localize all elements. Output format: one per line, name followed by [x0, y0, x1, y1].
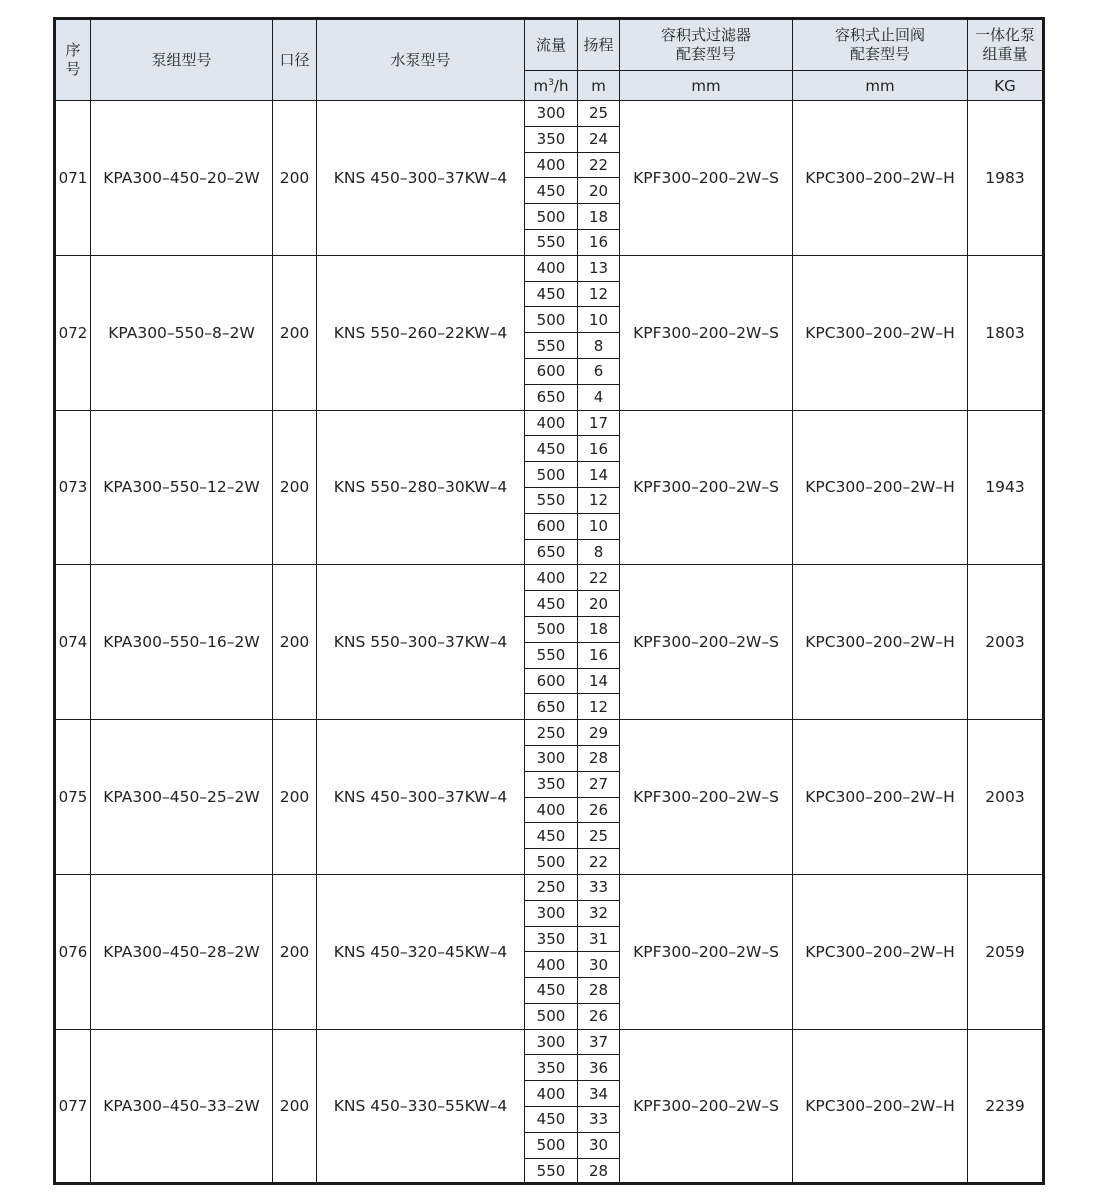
table-row — [55, 101, 1044, 127]
pump-model-cell: KNS 550–280–30KW–4 — [317, 410, 525, 565]
head-cell: 20 — [578, 178, 620, 204]
seq-cell: 076 — [55, 874, 91, 1029]
caliber-cell: 200 — [273, 874, 317, 1029]
pump-model-cell: KNS 550–300–37KW–4 — [317, 565, 525, 720]
seq-cell: 072 — [55, 255, 91, 410]
caliber-cell: 200 — [273, 101, 317, 256]
flow-cell: 250 — [525, 720, 578, 746]
head-cell: 24 — [578, 126, 620, 152]
flow-cell: 400 — [525, 565, 578, 591]
filter-model-cell: KPF300–200–2W–S — [620, 874, 793, 1029]
flow-cell: 550 — [525, 1158, 578, 1184]
flow-cell: 600 — [525, 668, 578, 694]
flow-cell: 650 — [525, 694, 578, 720]
head-cell: 26 — [578, 1003, 620, 1029]
check-valve-model-cell: KPC300–200–2W–H — [793, 720, 968, 875]
head-cell: 14 — [578, 462, 620, 488]
weight-cell: 1943 — [968, 410, 1044, 565]
flow-cell: 300 — [525, 745, 578, 771]
flow-cell: 450 — [525, 1107, 578, 1133]
head-cell: 26 — [578, 797, 620, 823]
check-valve-model-cell: KPC300–200–2W–H — [793, 565, 968, 720]
head-cell: 30 — [578, 952, 620, 978]
unit-flow — [525, 71, 578, 101]
flow-cell: 350 — [525, 926, 578, 952]
unit-filter: mm — [620, 71, 793, 101]
head-cell: 12 — [578, 281, 620, 307]
head-cell: 22 — [578, 849, 620, 875]
header-weight-line2: 组重量 — [982, 45, 1028, 63]
flow-cell: 350 — [525, 126, 578, 152]
head-cell: 28 — [578, 1158, 620, 1184]
flow-cell: 400 — [525, 255, 578, 281]
seq-cell: 071 — [55, 101, 91, 256]
header-check-valve-line1: 容积式止回阀 — [834, 26, 925, 44]
seq-cell: 075 — [55, 720, 91, 875]
flow-cell: 500 — [525, 616, 578, 642]
set-model-cell: KPA300–550–16–2W — [91, 565, 273, 720]
head-cell: 37 — [578, 1029, 620, 1055]
pump-model-cell: KNS 450–320–45KW–4 — [317, 874, 525, 1029]
flow-cell: 400 — [525, 797, 578, 823]
unit-check-valve: mm — [793, 71, 968, 101]
flow-cell: 500 — [525, 462, 578, 488]
flow-cell: 450 — [525, 178, 578, 204]
header-filter-line1: 容积式过滤器 — [660, 26, 751, 44]
head-cell: 33 — [578, 1107, 620, 1133]
check-valve-model-cell: KPC300–200–2W–H — [793, 410, 968, 565]
set-model-cell: KPA300–550–12–2W — [91, 410, 273, 565]
set-model-cell: KPA300–450–33–2W — [91, 1029, 273, 1184]
head-cell: 16 — [578, 436, 620, 462]
header-check-valve — [793, 19, 968, 71]
head-cell: 12 — [578, 487, 620, 513]
flow-cell: 450 — [525, 281, 578, 307]
table-row — [55, 410, 1044, 436]
head-cell: 31 — [578, 926, 620, 952]
header-seq-line1: 序 — [65, 41, 81, 59]
weight-cell: 2003 — [968, 720, 1044, 875]
header-filter-line2: 配套型号 — [675, 45, 736, 63]
flow-cell: 500 — [525, 849, 578, 875]
unit-flow-sup: 3 — [548, 77, 554, 88]
set-model-cell: KPA300–450–20–2W — [91, 101, 273, 256]
weight-cell: 2239 — [968, 1029, 1044, 1184]
head-cell: 25 — [578, 101, 620, 127]
header-weight-line1: 一体化泵 — [974, 26, 1035, 44]
head-cell: 6 — [578, 358, 620, 384]
pump-model-cell: KNS 450–300–37KW–4 — [317, 101, 525, 256]
head-cell: 33 — [578, 874, 620, 900]
seq-cell: 074 — [55, 565, 91, 720]
flow-cell: 300 — [525, 101, 578, 127]
head-cell: 27 — [578, 771, 620, 797]
header-row — [55, 19, 1044, 71]
table-row — [55, 874, 1044, 900]
head-cell: 10 — [578, 307, 620, 333]
filter-model-cell: KPF300–200–2W–S — [620, 565, 793, 720]
flow-cell: 400 — [525, 1081, 578, 1107]
flow-cell: 600 — [525, 513, 578, 539]
pump-model-cell: KNS 550–260–22KW–4 — [317, 255, 525, 410]
flow-cell: 600 — [525, 358, 578, 384]
filter-model-cell: KPF300–200–2W–S — [620, 1029, 793, 1184]
flow-cell: 300 — [525, 1029, 578, 1055]
head-cell: 29 — [578, 720, 620, 746]
spec-body — [55, 101, 1044, 1184]
head-cell: 18 — [578, 204, 620, 230]
header-flow: 流量 — [525, 19, 578, 71]
flow-cell: 350 — [525, 771, 578, 797]
weight-cell: 2059 — [968, 874, 1044, 1029]
flow-cell: 400 — [525, 152, 578, 178]
flow-cell: 450 — [525, 823, 578, 849]
caliber-cell: 200 — [273, 565, 317, 720]
caliber-cell: 200 — [273, 720, 317, 875]
head-cell: 25 — [578, 823, 620, 849]
set-model-cell: KPA300–550–8–2W — [91, 255, 273, 410]
unit-weight: KG — [968, 71, 1044, 101]
flow-cell: 550 — [525, 333, 578, 359]
header-check-valve-line2: 配套型号 — [849, 45, 910, 63]
caliber-cell: 200 — [273, 1029, 317, 1184]
head-cell: 13 — [578, 255, 620, 281]
header-seq — [55, 19, 91, 101]
table-row — [55, 255, 1044, 281]
header-seq-line2: 号 — [65, 60, 81, 78]
weight-cell: 1803 — [968, 255, 1044, 410]
filter-model-cell: KPF300–200–2W–S — [620, 255, 793, 410]
weight-cell: 1983 — [968, 101, 1044, 256]
seq-cell: 073 — [55, 410, 91, 565]
check-valve-model-cell: KPC300–200–2W–H — [793, 101, 968, 256]
head-cell: 22 — [578, 565, 620, 591]
flow-cell: 450 — [525, 591, 578, 617]
flow-cell: 400 — [525, 410, 578, 436]
head-cell: 20 — [578, 591, 620, 617]
header-set-model: 泵组型号 — [91, 19, 273, 101]
flow-cell: 500 — [525, 204, 578, 230]
filter-model-cell: KPF300–200–2W–S — [620, 720, 793, 875]
weight-cell: 2003 — [968, 565, 1044, 720]
caliber-cell: 200 — [273, 410, 317, 565]
head-cell: 12 — [578, 694, 620, 720]
flow-cell: 250 — [525, 874, 578, 900]
table-row — [55, 720, 1044, 746]
flow-cell: 450 — [525, 978, 578, 1004]
flow-cell: 550 — [525, 487, 578, 513]
head-cell: 18 — [578, 616, 620, 642]
head-cell: 16 — [578, 642, 620, 668]
flow-cell: 550 — [525, 642, 578, 668]
header-caliber: 口径 — [273, 19, 317, 101]
table-row — [55, 1029, 1044, 1055]
flow-cell: 500 — [525, 307, 578, 333]
flow-cell: 650 — [525, 539, 578, 565]
head-cell: 36 — [578, 1055, 620, 1081]
set-model-cell: KPA300–450–25–2W — [91, 720, 273, 875]
head-cell: 32 — [578, 900, 620, 926]
flow-cell: 400 — [525, 952, 578, 978]
head-cell: 28 — [578, 978, 620, 1004]
set-model-cell: KPA300–450–28–2W — [91, 874, 273, 1029]
head-cell: 28 — [578, 745, 620, 771]
filter-model-cell: KPF300–200–2W–S — [620, 101, 793, 256]
check-valve-model-cell: KPC300–200–2W–H — [793, 255, 968, 410]
pump-model-cell: KNS 450–330–55KW–4 — [317, 1029, 525, 1184]
flow-cell: 350 — [525, 1055, 578, 1081]
seq-cell: 077 — [55, 1029, 91, 1184]
flow-cell: 550 — [525, 229, 578, 255]
head-cell: 16 — [578, 229, 620, 255]
pump-spec-table — [53, 17, 1045, 1185]
flow-cell: 500 — [525, 1003, 578, 1029]
header-weight — [968, 19, 1044, 71]
pump-model-cell: KNS 450–300–37KW–4 — [317, 720, 525, 875]
caliber-cell: 200 — [273, 255, 317, 410]
head-cell: 4 — [578, 384, 620, 410]
table-row — [55, 565, 1044, 591]
check-valve-model-cell: KPC300–200–2W–H — [793, 874, 968, 1029]
flow-cell: 450 — [525, 436, 578, 462]
head-cell: 30 — [578, 1132, 620, 1158]
header-head: 扬程 — [578, 19, 620, 71]
unit-head: m — [578, 71, 620, 101]
flow-cell: 500 — [525, 1132, 578, 1158]
filter-model-cell: KPF300–200–2W–S — [620, 410, 793, 565]
unit-flow-base: m — [533, 76, 549, 95]
head-cell: 8 — [578, 539, 620, 565]
head-cell: 8 — [578, 333, 620, 359]
head-cell: 22 — [578, 152, 620, 178]
flow-cell: 300 — [525, 900, 578, 926]
check-valve-model-cell: KPC300–200–2W–H — [793, 1029, 968, 1184]
flow-cell: 650 — [525, 384, 578, 410]
header-filter — [620, 19, 793, 71]
unit-flow-rest: /h — [553, 76, 569, 95]
head-cell: 34 — [578, 1081, 620, 1107]
head-cell: 14 — [578, 668, 620, 694]
header-pump-model: 水泵型号 — [317, 19, 525, 101]
head-cell: 17 — [578, 410, 620, 436]
head-cell: 10 — [578, 513, 620, 539]
